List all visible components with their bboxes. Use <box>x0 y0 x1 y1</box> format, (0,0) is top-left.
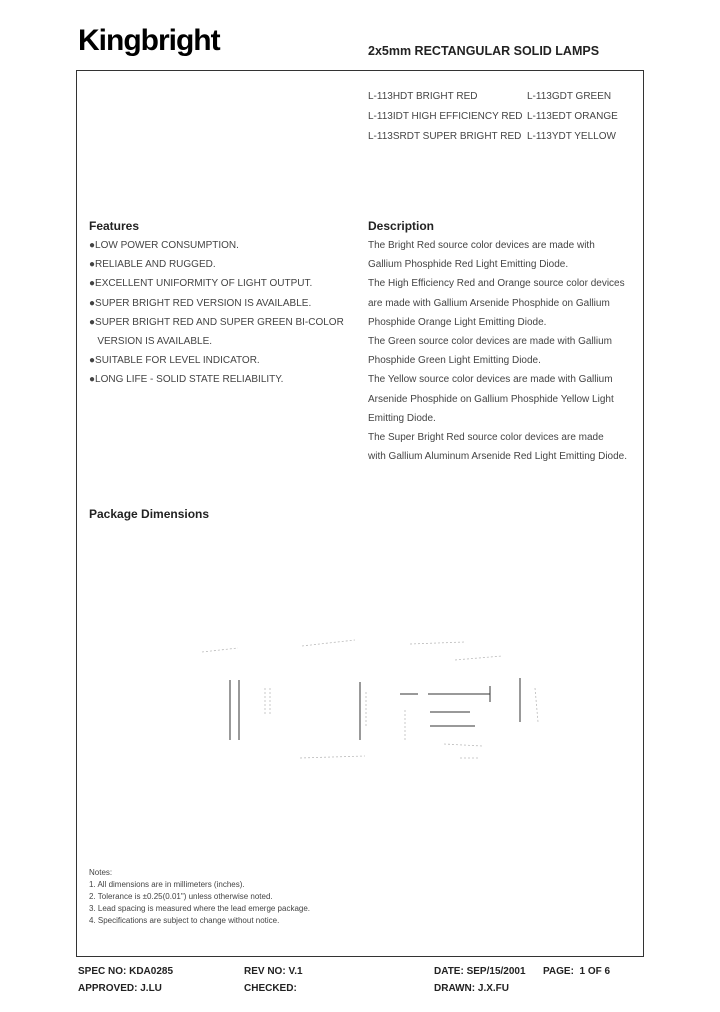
package-dimensions-drawing <box>190 630 560 780</box>
description-line: The Green source color devices are made with Gallium <box>368 336 612 348</box>
description-line: with Gallium Aluminum Arsenide Red Light Emitting Diode. <box>368 451 628 463</box>
description-heading: Description <box>368 219 435 233</box>
part-item: L-113YDT YELLOW <box>527 131 616 142</box>
description-line: Phosphide Orange Light Emitting Diode. <box>368 316 547 328</box>
revision-number: REV NO: V.1 <box>244 966 303 977</box>
part-item: L-113GDT GREEN <box>527 91 612 102</box>
page-number: PAGE: 1 OF 6 <box>543 966 611 977</box>
part-item: L-113IDT HIGH EFFICIENCY RED <box>368 111 523 122</box>
description-line: The Yellow source color devices are made with Gallium <box>368 374 613 386</box>
checked-by: CHECKED: <box>244 983 297 994</box>
part-list-right <box>527 87 618 147</box>
part-list-left <box>368 87 522 147</box>
features-heading: Features <box>89 219 140 233</box>
drawn-by: DRAWN: J.X.FU <box>434 983 509 994</box>
part-item: L-113SRDT SUPER BRIGHT RED <box>368 131 522 142</box>
feature-item: ●SUPER BRIGHT RED AND SUPER GREEN BI-COLOR <box>89 316 344 328</box>
feature-item: ●LOW POWER CONSUMPTION. <box>89 240 239 251</box>
part-item: L-113EDT ORANGE <box>527 111 618 122</box>
date: DATE: SEP/15/2001 <box>434 966 526 977</box>
feature-item: ●LONG LIFE - SOLID STATE RELIABILITY. <box>89 374 284 386</box>
note-item: 2. Tolerance is ±0.25(0.01") unless otherwise noted. <box>89 892 273 901</box>
part-item: L-113HDT BRIGHT RED <box>368 91 478 102</box>
description-line: Gallium Phosphide Red Light Emitting Diode. <box>368 259 569 271</box>
brand-logo: Kingbright <box>78 24 220 57</box>
features-list <box>89 236 344 390</box>
feature-item: ●RELIABLE AND RUGGED. <box>89 259 216 271</box>
feature-item: VERSION IS AVAILABLE. <box>89 336 213 348</box>
spec-number: SPEC NO: KDA0285 <box>78 966 174 977</box>
description-line: The Bright Red source color devices are made with <box>368 240 595 251</box>
description-line: The High Efficiency Red and Orange source color devices <box>368 278 625 290</box>
description-line: Phosphide Green Light Emitting Diode. <box>368 355 541 367</box>
document-title: 2x5mm RECTANGULAR SOLID LAMPS <box>368 44 600 58</box>
notes-heading: Notes: <box>89 868 113 877</box>
approved-by: APPROVED: J.LU <box>78 983 162 994</box>
note-item: 1. All dimensions are in millimeters (inches). <box>89 880 245 889</box>
frame-bottom-rule <box>76 956 644 957</box>
feature-item: ●SUPER BRIGHT RED VERSION IS AVAILABLE. <box>89 297 312 309</box>
description-line: are made with Gallium Arsenide Phosphide on Gallium <box>368 297 610 309</box>
feature-item: ●EXCELLENT UNIFORMITY OF LIGHT OUTPUT. <box>89 278 313 290</box>
description-line: The Super Bright Red source color devices are made <box>368 432 604 444</box>
feature-item: ●SUITABLE FOR LEVEL INDICATOR. <box>89 355 260 367</box>
description-line: Arsenide Phosphide on Gallium Phosphide Yellow Light <box>368 393 614 405</box>
notes-block <box>89 867 310 927</box>
description-line: Emitting Diode. <box>368 412 436 424</box>
note-item: 3. Lead spacing is measured where the lead emerge package. <box>89 904 311 913</box>
package-dimensions-heading: Package Dimensions <box>89 507 210 521</box>
description-text <box>368 236 627 466</box>
note-item: 4. Specifications are subject to change without notice. <box>89 916 280 925</box>
